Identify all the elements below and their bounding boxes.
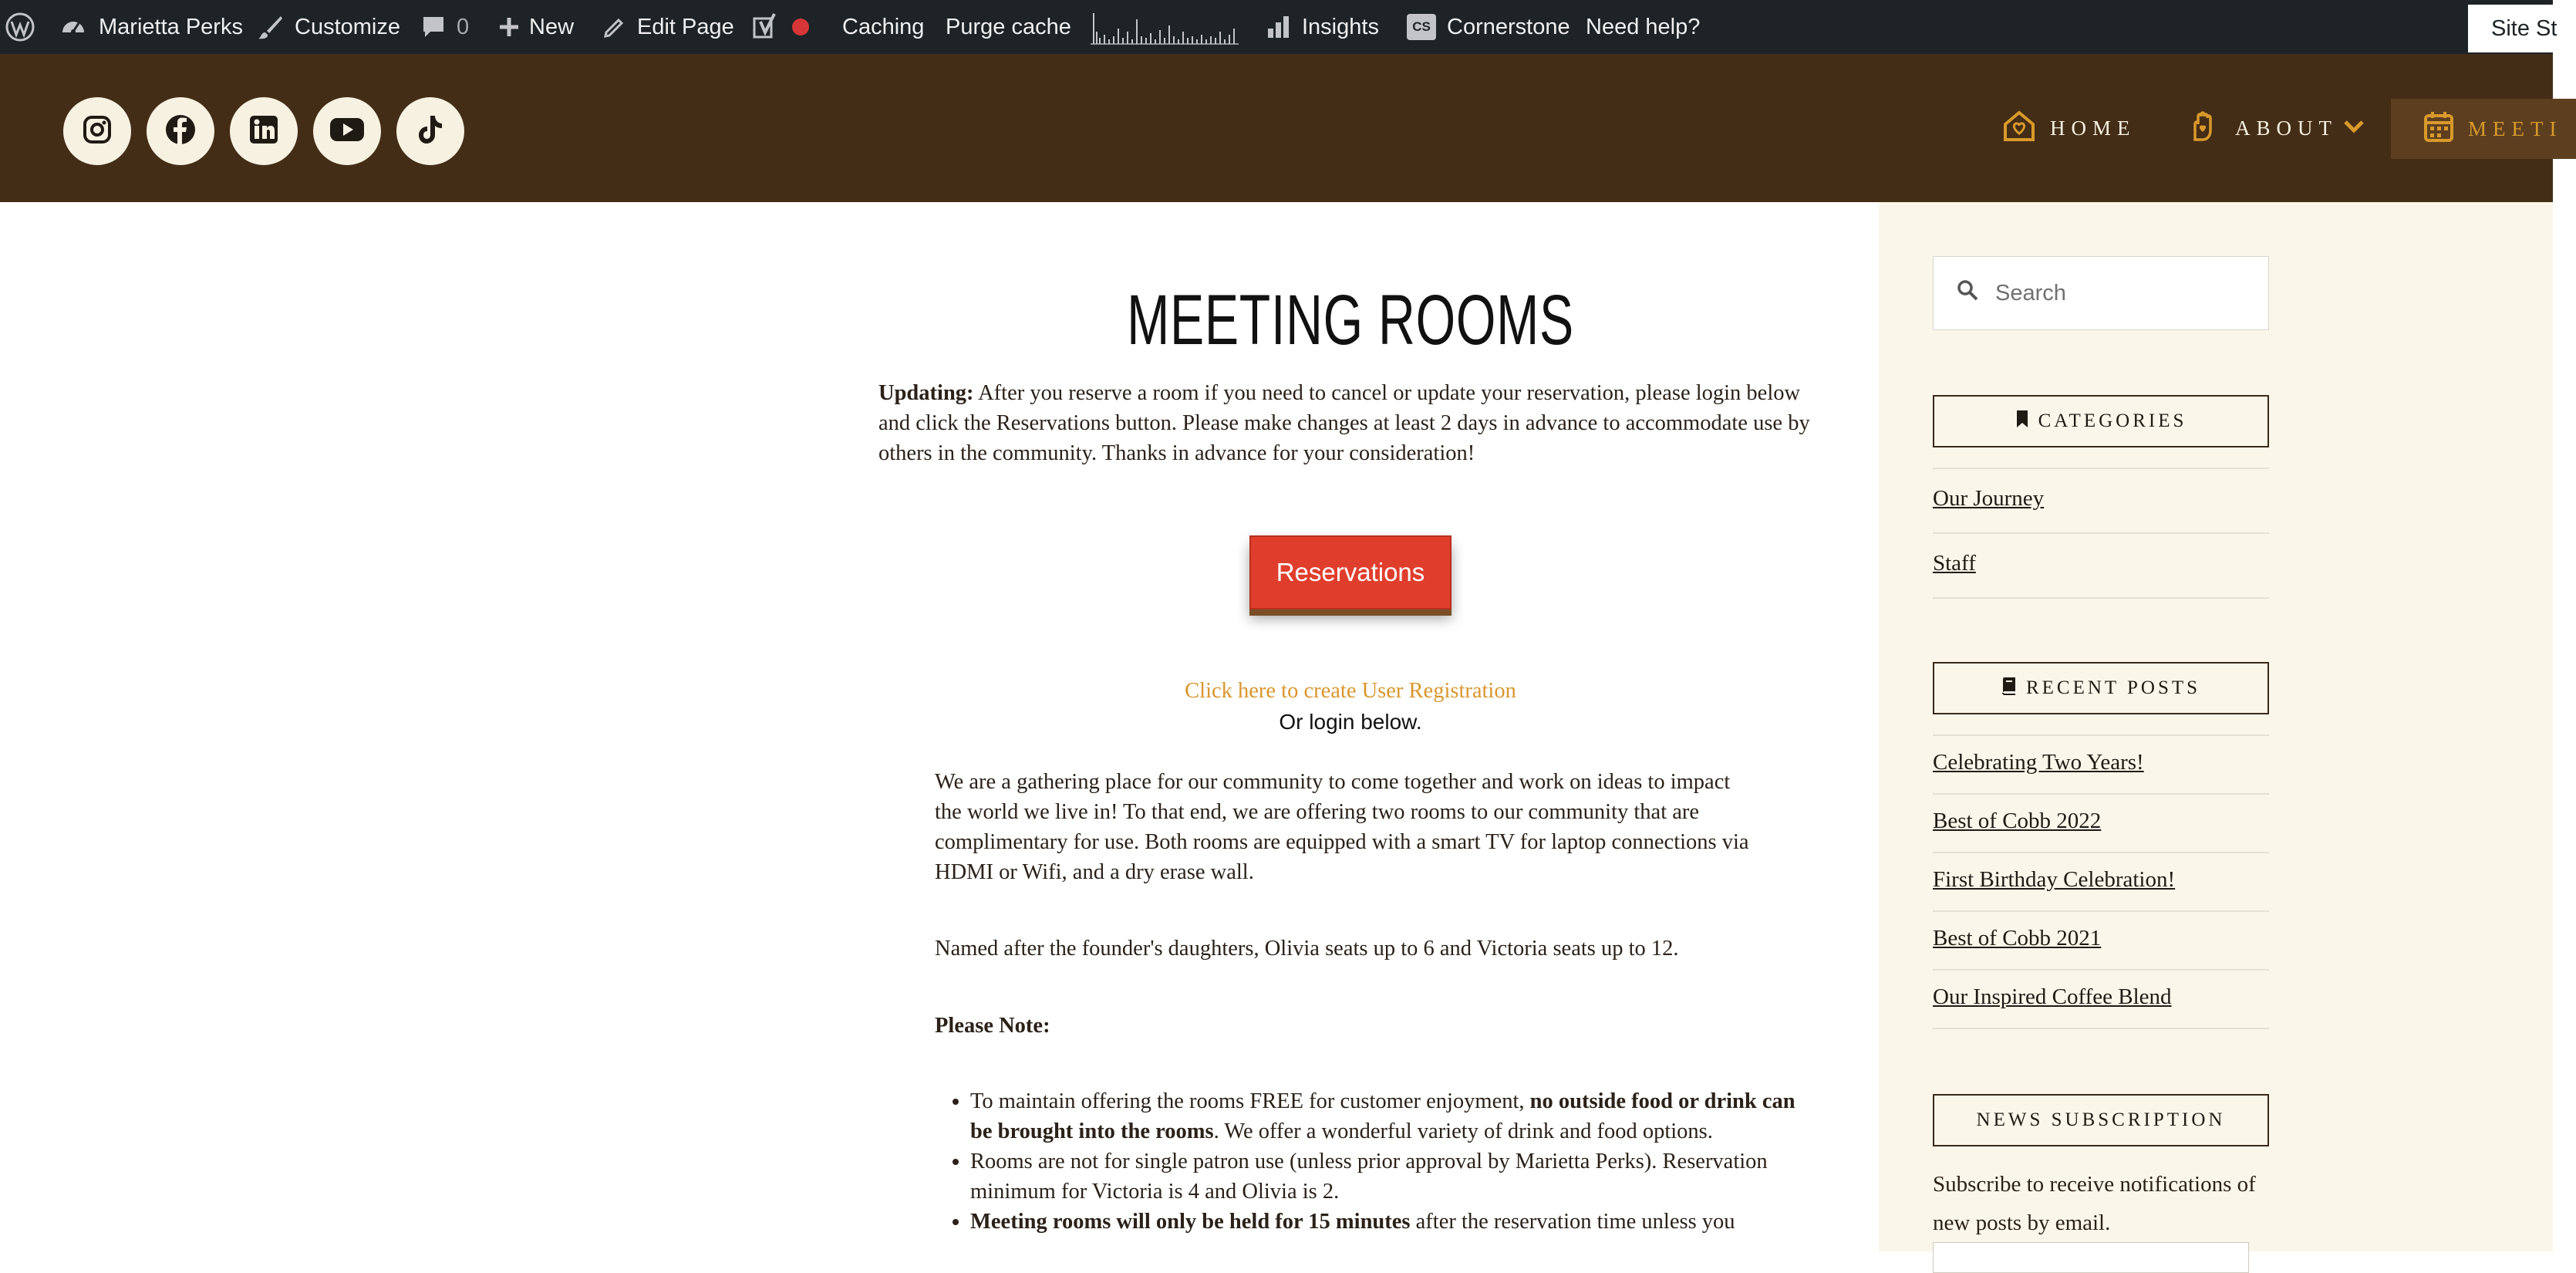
yoast-icon (751, 12, 781, 42)
search-icon (1957, 279, 1995, 307)
chevron-down-icon (2342, 116, 2379, 140)
search-placeholder: Search (1995, 280, 2066, 306)
cornerstone-icon: CS (1407, 14, 1436, 40)
new-content-menu[interactable]: New (498, 0, 574, 54)
caching-menu[interactable]: Caching (842, 14, 925, 39)
plus-icon (498, 16, 520, 38)
divider (1933, 1028, 2269, 1029)
comment-icon (421, 15, 446, 39)
calendar-icon (2423, 110, 2468, 148)
insights-menu[interactable]: Insights (1266, 0, 1379, 54)
list-item: • Meeting rooms will only be held for 15 minutes after the reservation time unless you (970, 1207, 1803, 1237)
login-below-text: Or login below. (1279, 710, 1422, 734)
recent-post-link[interactable]: Best of Cobb 2021 (1933, 926, 2102, 951)
hand-heart-icon (2187, 109, 2235, 148)
bookmark-icon (2015, 410, 2038, 434)
purge-cache-button[interactable]: Purge cache (946, 14, 1071, 39)
nav-about[interactable]: ABOUT (2187, 54, 2379, 202)
divider (1933, 852, 2269, 853)
site-header (0, 54, 2563, 202)
updating-label: Updating: (878, 381, 974, 405)
pencil-icon (603, 15, 626, 39)
category-link[interactable]: Our Journey (1933, 486, 2045, 511)
cornerstone-menu[interactable]: CS Cornerstone (1407, 0, 1570, 54)
customize-link[interactable]: Customize (258, 0, 400, 54)
instagram-icon (82, 114, 113, 149)
intro-paragraph: We are a gathering place for our community to come together and work on ideas to impact the world we live in! To that end, we are offering two rooms to our community that are complimentary for use. Both rooms are equipped with a smart TV for laptop connections via HDMI or Wifi, and a dry erase wall. (935, 770, 1749, 884)
site-name-menu[interactable] (60, 0, 243, 54)
list-item: • To maintain offering the rooms FREE for customer enjoyment, no outside food or drink can be brought into the rooms. We offer a wonderful variety of drink and food options. (970, 1086, 1803, 1146)
search-input[interactable] (1933, 256, 2269, 330)
youtube-icon (329, 116, 365, 147)
news-subscription-text: Subscribe to receive notifications of new posts by email. (1933, 1172, 2256, 1235)
linkedin-icon (248, 114, 279, 149)
recent-posts-title: RECENT POSTS (1933, 662, 2269, 714)
updating-notice (878, 378, 1824, 468)
need-help-link[interactable]: Need help? (1586, 14, 1701, 39)
divider (1933, 597, 2269, 599)
facebook-link[interactable] (147, 97, 214, 165)
site-status-tab[interactable]: Site St (2468, 5, 2561, 52)
divider (1933, 910, 2269, 912)
sidebar (1879, 202, 2553, 1251)
reservations-button[interactable]: Reservations (1249, 535, 1452, 609)
list-item: • Rooms are not for single patron use (unless prior approval by Marietta Perks). Reservation minimum for Victoria is 4 and Olivia is 2. (970, 1146, 1803, 1207)
tiktok-icon (416, 114, 444, 149)
edit-page-link[interactable]: Edit Page (603, 0, 734, 54)
please-note-heading: Please Note: (935, 1014, 1050, 1038)
divider (1933, 468, 2269, 469)
seo-status-dot-icon (791, 18, 810, 36)
admin-bar (0, 0, 2557, 54)
nav-home[interactable]: HOME (2002, 54, 2136, 202)
category-link[interactable]: Staff (1933, 551, 1976, 576)
comments-count: 0 (457, 14, 470, 39)
yoast-seo-menu[interactable] (751, 0, 810, 54)
page-title: MEETING ROOMS (1127, 281, 1574, 360)
divider (1933, 734, 2269, 736)
bar-chart-icon (1266, 15, 1291, 39)
recent-post-link[interactable]: First Birthday Celebration! (1933, 867, 2176, 892)
nav-meeting-rooms[interactable]: MEETI (2391, 99, 2576, 159)
home-heart-icon (2002, 109, 2050, 148)
categories-title: CATEGORIES (1933, 395, 2269, 447)
recent-post-link[interactable]: Celebrating Two Years! (1933, 750, 2144, 775)
instagram-link[interactable] (63, 97, 131, 165)
brush-icon (258, 14, 284, 40)
wordpress-logo-icon[interactable] (5, 0, 35, 54)
traffic-sparkline-icon[interactable] (1089, 0, 1240, 54)
recent-post-link[interactable]: Our Inspired Coffee Blend (1933, 984, 2172, 1009)
tiktok-link[interactable] (396, 97, 464, 165)
divider (1933, 969, 2269, 971)
comments-link[interactable] (421, 0, 469, 54)
news-subscription-title: NEWS SUBSCRIPTION (1933, 1094, 2269, 1146)
updating-text: After you reserve a room if you need to cancel or update your reservation, please login below and click the Reservations button. Please make changes at least 2 days in advance to accommodate use by others in the community. Thanks in advance for your consideration! (878, 381, 1810, 465)
rooms-named-paragraph: Named after the founder's daughters, Olivia seats up to 6 and Victoria seats up to 12. (935, 937, 1679, 961)
site-name: Marietta Perks (99, 14, 243, 39)
rules-list (935, 1086, 1803, 1237)
create-registration-link[interactable]: Click here to create User Registration (1185, 679, 1516, 703)
linkedin-link[interactable] (230, 97, 298, 165)
book-icon (2001, 677, 2026, 701)
youtube-link[interactable] (313, 97, 381, 165)
facebook-icon (164, 113, 197, 150)
divider (1933, 793, 2269, 795)
recent-post-link[interactable]: Best of Cobb 2022 (1933, 809, 2102, 833)
divider (1933, 532, 2269, 534)
email-field[interactable] (1933, 1242, 2249, 1273)
dashboard-icon (60, 14, 86, 40)
